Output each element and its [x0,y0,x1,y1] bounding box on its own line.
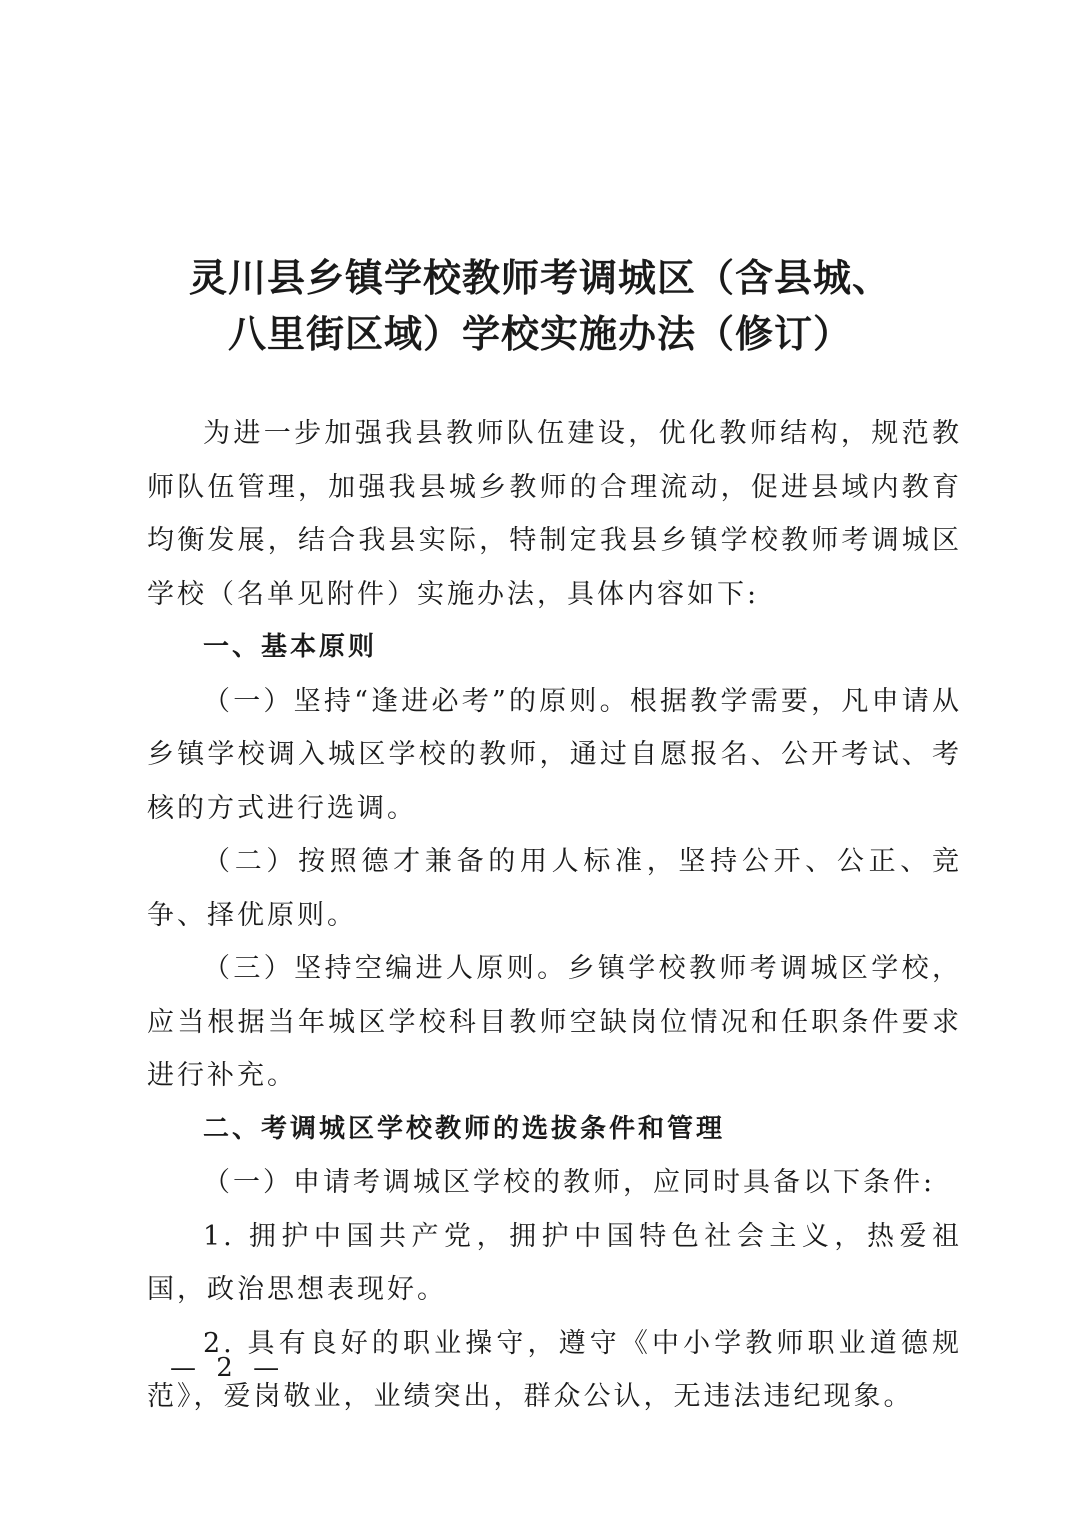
page-number: — 2 — [170,1353,286,1383]
principle-item-1: （一）坚持“逢进必考”的原则。根据教学需要，凡申请从乡镇学校调入城区学校的教师，通过自愿报名、公开考试、考核的方式进行选调。 [147,685,962,824]
document-title-line-1: 灵川县乡镇学校教师考调城区（含县城、 [188,256,891,300]
principle-item-2: （二）按照德才兼备的用人标准，坚持公开、公正、竞争、择优原则。 [147,846,962,931]
condition-item-2: 2. 具有良好的职业操守，遵守《中小学教师职业道德规范》，爱岗敬业，业绩突出，群众公认，无违法违纪现象。 [147,1327,962,1412]
intro-paragraph: 为进一步加强我县教师队伍建设，优化教师结构，规范教师队伍管理，加强我县城乡教师的合理流动，促进县域内教育均衡发展，结合我县实际，特制定我县乡镇学校教师考调城区学校（名单见附件）实施办法，具体内容如下: [147,418,962,610]
condition-intro: （一）申请考调城区学校的教师，应同时具备以下条件: [203,1167,936,1198]
document-body [147,407,962,1424]
principle-item-3: （三）坚持空编进人原则。乡镇学校教师考调城区学校，应当根据当年城区学校科目教师空缺岗位情况和任职条件要求进行补充。 [147,953,962,1091]
section-heading-basic-principles: 一、基本原则 [203,632,378,662]
section-heading-selection-conditions: 二、考调城区学校教师的选拔条件和管理 [203,1113,726,1144]
document-title-line-2: 八里街区域）学校实施办法（修订） [227,312,852,356]
condition-item-1: 1. 拥护中国共产党，拥护中国特色社会主义，热爱祖国，政治思想表现好。 [147,1220,962,1305]
